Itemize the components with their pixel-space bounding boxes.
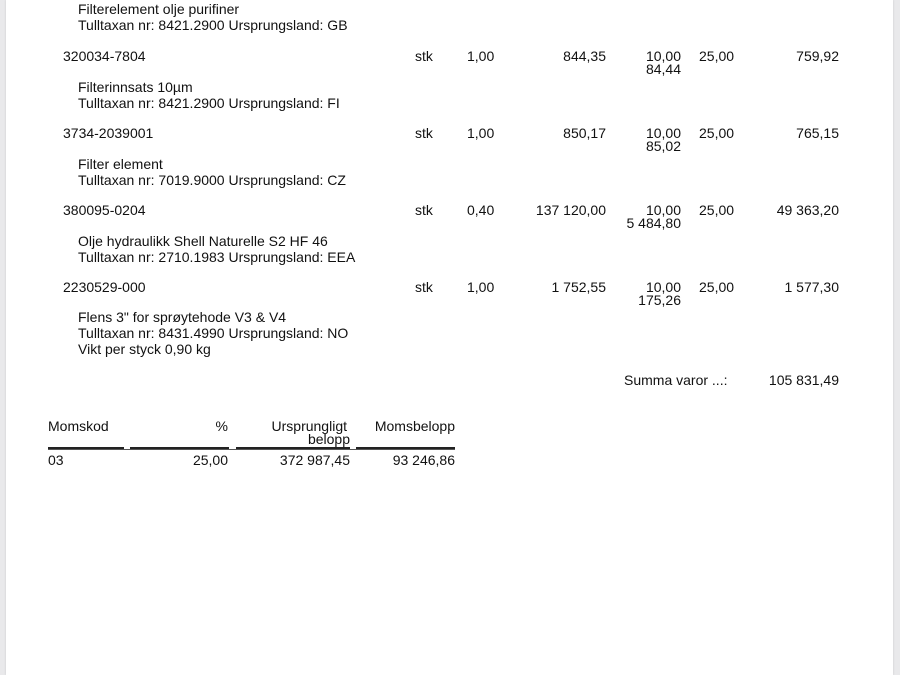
item-customs-info: Tulltaxan nr: 2710.1983 Ursprungsland: EEA — [78, 249, 356, 265]
item-description: Filterinnsats 10µm — [78, 79, 193, 95]
item-discount-amount: 85,02 — [645, 138, 681, 154]
invoice-page — [6, 0, 893, 675]
item-code: 380095-0204 — [63, 202, 146, 218]
item-code: 3734-2039001 — [63, 125, 154, 141]
item-line-total: 765,15 — [796, 125, 839, 141]
item-customs-info: Tulltaxan nr: 7019.9000 Ursprungsland: CZ — [78, 172, 346, 188]
summary-value: 105 831,49 — [768, 372, 839, 388]
vat-row-percent: 25,00 — [192, 452, 228, 468]
vat-header-original-line1: Ursprungligt — [271, 418, 347, 434]
item-customs-info: Tulltaxan nr: 8421.2900 Ursprungsland: FI — [78, 95, 340, 111]
item-customs-info: Tulltaxan nr: 8421.2900 Ursprungsland: GB — [78, 17, 348, 33]
item-line-total: 49 363,20 — [776, 202, 839, 218]
item-code: 320034-7804 — [63, 48, 146, 64]
item-unit: stk — [415, 125, 433, 141]
item-customs-info: Tulltaxan nr: 8431.4990 Ursprungsland: NO — [78, 325, 349, 341]
vat-header-original-line2: belopp — [307, 431, 350, 447]
vat-divider — [48, 449, 455, 450]
item-quantity: 1,00 — [467, 125, 495, 141]
item-unit-price: 137 120,00 — [535, 202, 606, 218]
vat-header-percent: % — [215, 418, 228, 434]
item-unit: stk — [415, 48, 433, 64]
item-discount-percent: 10,00 — [645, 48, 681, 64]
item-discount-percent: 10,00 — [645, 279, 681, 295]
item-vat-rate: 25,00 — [699, 48, 735, 64]
vat-row-original: 372 987,45 — [279, 452, 350, 468]
item-unit: stk — [415, 279, 433, 295]
item-quantity: 1,00 — [467, 279, 495, 295]
item-discount-amount: 175,26 — [638, 292, 681, 308]
item-discount-amount: 84,44 — [645, 61, 681, 77]
item-unit-price: 844,35 — [563, 48, 606, 64]
item-description: Filter element — [78, 156, 163, 172]
item-quantity: 0,40 — [467, 202, 495, 218]
item-description: Filterelement olje purifiner — [78, 1, 240, 17]
item-line-total: 1 577,30 — [784, 279, 839, 295]
vat-header-amount: Momsbelopp — [374, 418, 455, 434]
item-unit-price: 850,17 — [563, 125, 606, 141]
item-weight-note: Vikt per styck 0,90 kg — [78, 341, 211, 357]
vat-header-code: Momskod — [48, 418, 109, 434]
item-code: 2230529-000 — [63, 279, 146, 295]
vat-row-code: 03 — [48, 452, 64, 468]
item-discount-amount: 5 484,80 — [626, 215, 681, 231]
item-discount-percent: 10,00 — [645, 125, 681, 141]
item-unit-price: 1 752,55 — [551, 279, 606, 295]
summary-label: Summa varor ...: — [624, 372, 728, 388]
item-description: Olje hydraulikk Shell Naturelle S2 HF 46 — [78, 233, 328, 249]
item-vat-rate: 25,00 — [699, 125, 735, 141]
item-unit: stk — [415, 202, 433, 218]
item-line-total: 759,92 — [796, 48, 839, 64]
vat-row-amount: 93 246,86 — [392, 452, 455, 468]
item-quantity: 1,00 — [467, 48, 495, 64]
item-discount-percent: 10,00 — [645, 202, 681, 218]
item-vat-rate: 25,00 — [699, 279, 735, 295]
item-description: Flens 3" for sprøytehode V3 & V4 — [78, 309, 287, 325]
item-vat-rate: 25,00 — [699, 202, 735, 218]
